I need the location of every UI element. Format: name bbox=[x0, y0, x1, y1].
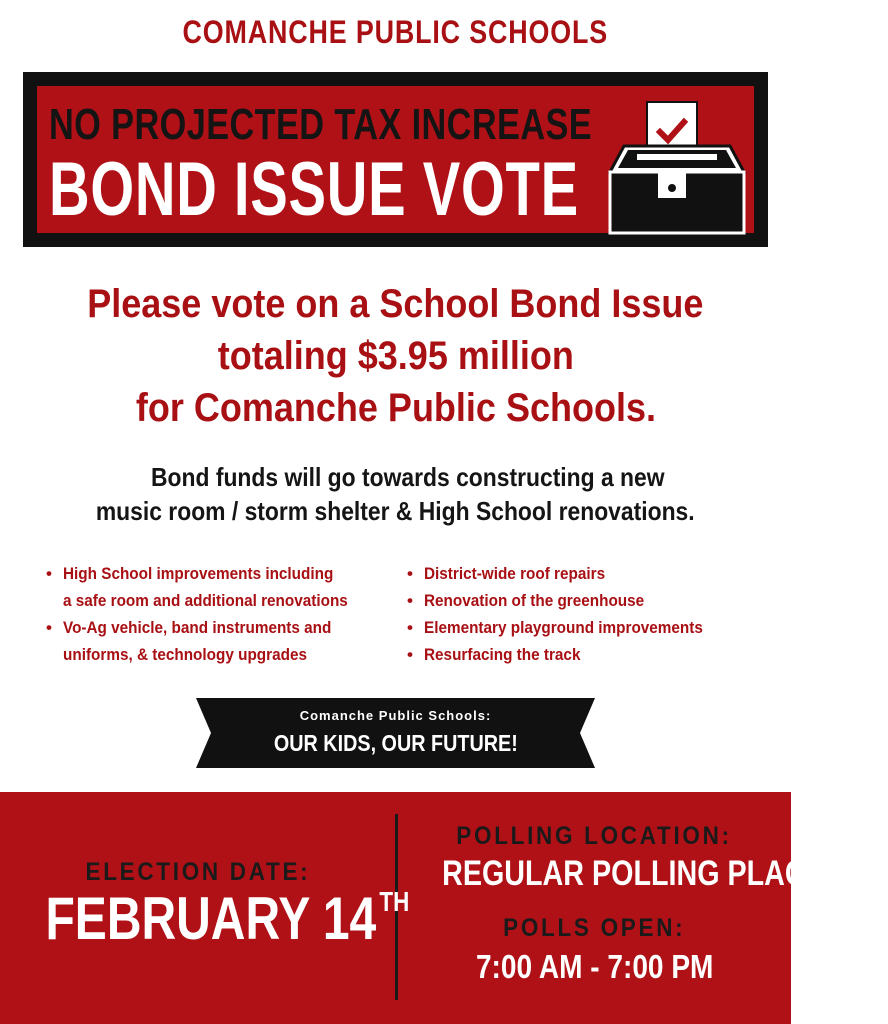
polling-location-label: POLLING LOCATION: bbox=[456, 822, 733, 850]
list-item: • Vo-Ag vehicle, band instruments and bbox=[46, 614, 396, 641]
description-line-1: Bond funds will go towards constructing a new bbox=[150, 462, 665, 492]
headline-line-1: Please vote on a School Bond Issue bbox=[87, 282, 704, 326]
bullet-list-left bbox=[46, 560, 396, 668]
vote-banner-inner bbox=[37, 86, 754, 233]
election-date-label: ELECTION DATE: bbox=[85, 858, 310, 886]
description-line-2: music room / storm shelter & High School renovations. bbox=[96, 496, 695, 526]
ribbon-subtitle: Comanche Public Schools: bbox=[299, 708, 492, 723]
banner-title: BOND ISSUE VOTE bbox=[49, 147, 579, 232]
banner-subtitle: NO PROJECTED TAX INCREASE bbox=[49, 100, 593, 149]
polls-open-value: 7:00 AM - 7:00 PM bbox=[475, 948, 714, 985]
list-item: • Elementary playground improvements bbox=[407, 614, 767, 641]
election-date-value: FEBRUARY 14 $^{TH}$ bbox=[45, 885, 410, 952]
ballot-box-icon bbox=[602, 96, 752, 233]
polls-open-label: POLLS OPEN: bbox=[503, 914, 686, 942]
list-item: • Resurfacing the track bbox=[407, 641, 767, 668]
organization-title: COMANCHE PUBLIC SCHOOLS bbox=[182, 14, 609, 50]
headline-line-3: for Comanche Public Schools. bbox=[135, 386, 656, 430]
bullet-list-right bbox=[407, 560, 767, 668]
list-item: • District-wide roof repairs bbox=[407, 560, 767, 587]
list-item: uniforms, & technology upgrades bbox=[63, 645, 307, 664]
vote-banner bbox=[23, 72, 768, 247]
list-item: • Renovation of the greenhouse bbox=[407, 587, 767, 614]
ribbon-slogan: OUR KIDS, OUR FUTURE! bbox=[273, 730, 518, 756]
headline-line-2: totaling $3.95 million bbox=[217, 334, 574, 378]
list-item: a safe room and additional renovations bbox=[63, 591, 348, 610]
polling-location-value: REGULAR POLLING PLACES bbox=[442, 854, 844, 893]
list-item: • High School improvements including bbox=[46, 560, 396, 587]
